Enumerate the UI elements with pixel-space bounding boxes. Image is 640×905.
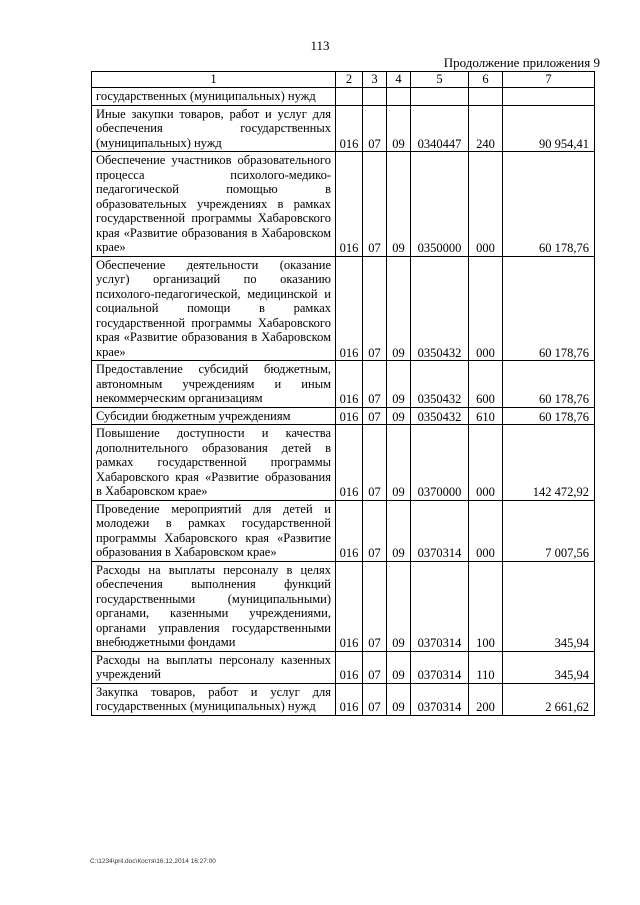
header-cell: 7 <box>503 72 595 88</box>
target-code-cell: 0340447 <box>411 105 469 152</box>
target-code-cell <box>411 88 469 106</box>
appendix-continuation: Продолжение приложения 9 <box>443 55 600 70</box>
subsection-cell: 09 <box>387 651 411 683</box>
description-cell: государственных (муниципальных) нужд <box>92 88 336 106</box>
target-code-cell: 0370314 <box>411 561 469 651</box>
section-cell: 07 <box>363 561 387 651</box>
code-cell: 016 <box>336 683 363 715</box>
code-cell: 016 <box>336 256 363 361</box>
description-cell: Проведение мероприятий для детей и молодежи в рамках государственной программы Хабаровского края «Развитие образования в Хабаровском крае» <box>92 500 336 561</box>
expense-type-cell: 100 <box>469 561 503 651</box>
subsection-cell: 09 <box>387 561 411 651</box>
section-cell: 07 <box>363 256 387 361</box>
header-cell: 5 <box>411 72 469 88</box>
code-cell: 016 <box>336 425 363 501</box>
table-row <box>92 561 595 651</box>
expense-type-cell: 240 <box>469 105 503 152</box>
code-cell: 016 <box>336 361 363 408</box>
table-row <box>92 500 595 561</box>
section-cell: 07 <box>363 651 387 683</box>
expense-type-cell: 600 <box>469 361 503 408</box>
section-cell: 07 <box>363 105 387 152</box>
expense-type-cell: 000 <box>469 500 503 561</box>
table-row <box>92 256 595 361</box>
expense-type-cell: 110 <box>469 651 503 683</box>
target-code-cell: 0370314 <box>411 683 469 715</box>
file-path-footer: C:\1234\pril.doc\Костя\16.12.2014 16:27:00 <box>90 858 216 865</box>
table-row <box>92 425 595 501</box>
description-cell: Расходы на выплаты персоналу казенных учреждений <box>92 651 336 683</box>
header-cell: 2 <box>336 72 363 88</box>
header-cell: 6 <box>469 72 503 88</box>
code-cell <box>336 88 363 106</box>
table-row <box>92 88 595 106</box>
header-cell: 3 <box>363 72 387 88</box>
amount-cell: 142 472,92 <box>503 425 595 501</box>
section-cell: 07 <box>363 500 387 561</box>
target-code-cell: 0370314 <box>411 500 469 561</box>
amount-cell: 345,94 <box>503 651 595 683</box>
subsection-cell: 09 <box>387 105 411 152</box>
header-row <box>92 72 595 88</box>
section-cell: 07 <box>363 152 387 257</box>
table-row <box>92 651 595 683</box>
amount-cell <box>503 88 595 106</box>
table-row <box>92 361 595 408</box>
expense-type-cell: 000 <box>469 152 503 257</box>
amount-cell: 2 661,62 <box>503 683 595 715</box>
table-row <box>92 407 595 425</box>
expense-type-cell: 610 <box>469 407 503 425</box>
amount-cell: 60 178,76 <box>503 361 595 408</box>
amount-cell: 7 007,56 <box>503 500 595 561</box>
section-cell: 07 <box>363 425 387 501</box>
section-cell <box>363 88 387 106</box>
amount-cell: 60 178,76 <box>503 152 595 257</box>
description-cell: Иные закупки товаров, работ и услуг для обеспечения государственных (муниципальных) нужд <box>92 105 336 152</box>
expense-type-cell: 200 <box>469 683 503 715</box>
amount-cell: 60 178,76 <box>503 407 595 425</box>
code-cell: 016 <box>336 651 363 683</box>
description-cell: Субсидии бюджетным учреждениям <box>92 407 336 425</box>
subsection-cell: 09 <box>387 152 411 257</box>
expense-type-cell: 000 <box>469 425 503 501</box>
subsection-cell: 09 <box>387 407 411 425</box>
code-cell: 016 <box>336 105 363 152</box>
page-number: 113 <box>310 38 330 53</box>
code-cell: 016 <box>336 407 363 425</box>
subsection-cell: 09 <box>387 683 411 715</box>
section-cell: 07 <box>363 361 387 408</box>
description-cell: Обеспечение участников образовательного процесса психолого-медико-педагогической помощью в образовательных учреждениях в рамках государственной программы Хабаровского края «Развитие образования в Хабаровском крае» <box>92 152 336 257</box>
code-cell: 016 <box>336 500 363 561</box>
description-cell: Обеспечение деятельности (оказание услуг) организаций по оказанию психолого-педагогической, медицинской и социальной помощи в рамках государственной программы Хабаровского края «Развитие образования в Хабаровском крае» <box>92 256 336 361</box>
section-cell: 07 <box>363 407 387 425</box>
code-cell: 016 <box>336 152 363 257</box>
budget-table <box>91 71 595 716</box>
amount-cell: 90 954,41 <box>503 105 595 152</box>
header-cell: 4 <box>387 72 411 88</box>
target-code-cell: 0350000 <box>411 152 469 257</box>
description-cell: Повышение доступности и качества дополнительного образования детей в рамках государственной программы Хабаровского края «Развитие образования в Хабаровском крае» <box>92 425 336 501</box>
target-code-cell: 0370000 <box>411 425 469 501</box>
code-cell: 016 <box>336 561 363 651</box>
table-row <box>92 105 595 152</box>
subsection-cell <box>387 88 411 106</box>
subsection-cell: 09 <box>387 500 411 561</box>
header-cell: 1 <box>92 72 336 88</box>
section-cell: 07 <box>363 683 387 715</box>
subsection-cell: 09 <box>387 425 411 501</box>
target-code-cell: 0350432 <box>411 361 469 408</box>
expense-type-cell <box>469 88 503 106</box>
target-code-cell: 0370314 <box>411 651 469 683</box>
description-cell: Закупка товаров, работ и услуг для государственных (муниципальных) нужд <box>92 683 336 715</box>
subsection-cell: 09 <box>387 256 411 361</box>
target-code-cell: 0350432 <box>411 407 469 425</box>
expense-type-cell: 000 <box>469 256 503 361</box>
amount-cell: 345,94 <box>503 561 595 651</box>
table-row <box>92 152 595 257</box>
table-row <box>92 683 595 715</box>
target-code-cell: 0350432 <box>411 256 469 361</box>
subsection-cell: 09 <box>387 361 411 408</box>
description-cell: Расходы на выплаты персоналу в целях обеспечения выполнения функций государственными (муниципальными) органами, казенными учреждениями, органами управления государственными внебюджетными фондами <box>92 561 336 651</box>
description-cell: Предоставление субсидий бюджетным, автономным учреждениям и иным некоммерческим организациям <box>92 361 336 408</box>
amount-cell: 60 178,76 <box>503 256 595 361</box>
